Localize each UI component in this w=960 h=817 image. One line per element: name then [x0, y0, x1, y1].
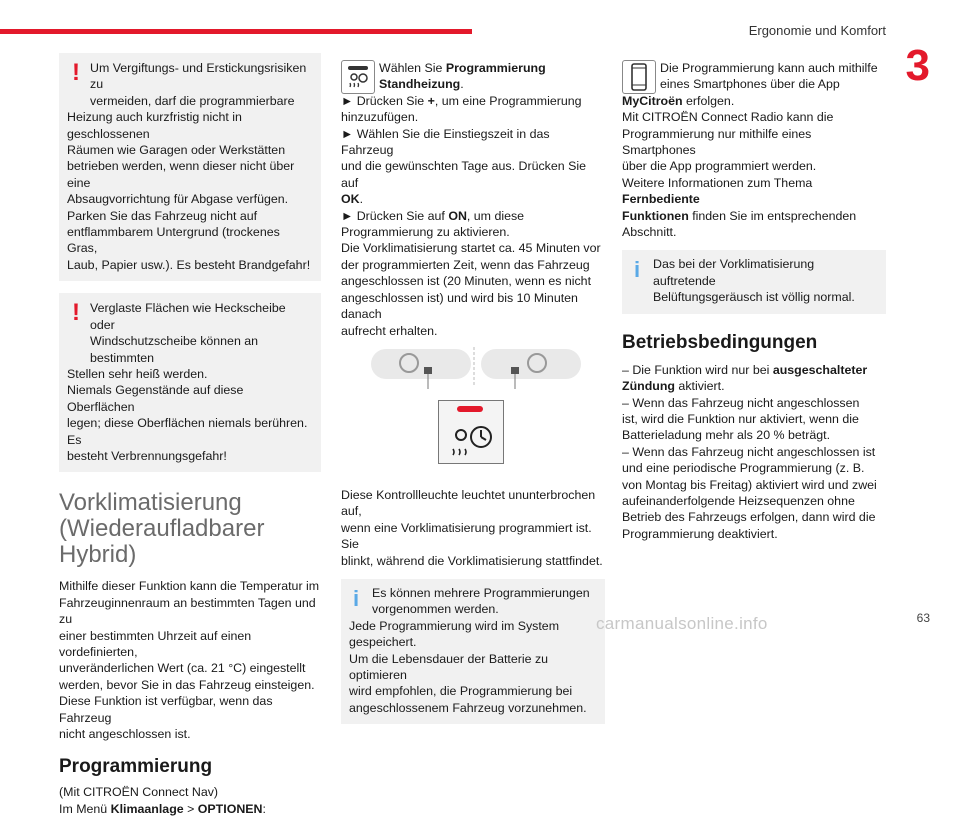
step-on — [341, 208, 605, 224]
intro-paragraph — [59, 578, 321, 742]
condition-periodic: Programmierung deaktiviert. — [622, 526, 778, 541]
on-key: ON — [448, 208, 467, 223]
note-line: wird empfohlen, die Programmierung bei — [349, 684, 573, 699]
warning-line: Verglaste Flächen wie Heckscheibe oder — [90, 301, 286, 332]
more-info-2 — [622, 208, 886, 224]
step-ok — [341, 191, 605, 207]
warning-line: Um Vergiftungs- und Erstickungsrisiken zu — [90, 61, 307, 92]
intro-line: unveränderlichen Wert (ca. 21 °C) eingestellt — [59, 661, 306, 676]
note-line: Jede Programmierung wird im System — [349, 618, 560, 633]
start-info: angeschlossen ist (20 Minuten, wenn es nicht — [341, 274, 592, 289]
section-title-line-2: (Wiederaufladbarer Hybrid) — [59, 515, 265, 569]
menu-path-separator: > — [183, 801, 198, 816]
note-line: Belüftungsgeräusch ist völlig normal. — [653, 290, 855, 305]
intro-line: Mithilfe dieser Funktion kann die Temperatur im — [59, 579, 320, 594]
ignition-word: Zündung — [622, 379, 675, 394]
info-box-multiple-programs — [341, 579, 605, 724]
more-info-end: Abschnitt. — [622, 225, 677, 240]
condition-periodic: Betrieb des Fahrzeugs erfolgen, dann wird die — [622, 510, 876, 525]
app-line-text: erfolgen. — [682, 93, 735, 108]
warning-exclamation-icon: ! — [72, 299, 80, 327]
note-line: gespeichert. — [349, 635, 417, 650]
more-info — [622, 175, 886, 208]
warning-line: Stellen sehr heiß werden. — [67, 366, 208, 381]
smartphone-icon — [622, 60, 656, 94]
column-3 — [622, 60, 886, 542]
step-text: ► Drücken Sie auf — [341, 208, 449, 223]
warning-line: Windschutzscheibe können an bestimmten — [90, 334, 259, 365]
radio-line: Mit CITROËN Connect Radio kann die — [622, 110, 834, 125]
intro-line: werden, bevor Sie in das Fahrzeug einsteigen. — [59, 677, 315, 692]
warning-line: betrieben werden, wenn dieser nicht über eine — [67, 159, 295, 190]
column-1 — [59, 53, 321, 817]
menu-path-prefix: Im Menü — [59, 801, 111, 816]
programming-menu-path — [59, 801, 321, 817]
column-2 — [341, 60, 605, 724]
step-time-2: und die gewünschten Tage aus. Drücken Sie auf — [341, 159, 586, 190]
select-instruction-2 — [341, 76, 605, 92]
ignition-off: ausgeschalteter — [772, 362, 868, 377]
section-title — [59, 490, 321, 568]
info-box-noise — [622, 250, 886, 313]
warning-exclamation-icon: ! — [72, 59, 80, 86]
warning-box-hot-surfaces — [59, 293, 321, 472]
intro-line: Diese Funktion ist verfügbar, wenn das Fahrzeug — [59, 694, 273, 725]
condition-ignition — [622, 362, 886, 378]
menu-climate: Klimaanlage — [110, 801, 184, 816]
warning-line: besteht Verbrennungsgefahr! — [67, 448, 227, 463]
start-info: angeschlossen ist) und wird bis 10 Minuten danach — [341, 290, 578, 322]
topic-functions: Funktionen — [622, 208, 689, 223]
info-icon: i — [353, 585, 360, 611]
dashboard-illustration — [341, 347, 605, 487]
menu-path-suffix: : — [262, 801, 266, 816]
step-text: , um eine Programmierung — [434, 93, 582, 108]
condition-text: – Die Funktion wird nur bei — [622, 362, 773, 377]
page-number: 63 — [916, 611, 930, 625]
intro-line: nicht angeschlossen ist. — [59, 727, 191, 741]
condition-periodic: und eine periodische Programmierung (z. B. — [622, 461, 865, 476]
chapter-number: 3 — [905, 41, 930, 90]
step-text: ► Drücken Sie — [341, 93, 428, 108]
intro-line: einer bestimmten Uhrzeit auf einen vordefinierten, — [59, 628, 252, 659]
condition-ignition-2 — [622, 378, 886, 394]
condition-battery: ist, wird die Funktion nur aktiviert, wenn die — [622, 411, 859, 426]
radio-line: über die App programmiert werden. — [622, 159, 817, 174]
warning-line: Räumen wie Garagen oder Werkstätten — [67, 143, 286, 158]
condition-periodic: aufeinanderfolgende Heizsequenzen ohne — [622, 493, 855, 508]
app-name: MyCitroën — [622, 93, 683, 108]
menu-options: OPTIONEN — [197, 801, 263, 816]
watermark: carmanualsonline.info — [596, 614, 768, 633]
select-instruction — [341, 60, 605, 76]
intro-line: Fahrzeuginnenraum an bestimmten Tagen und zu — [59, 595, 316, 627]
note-line: angeschlossenem Fahrzeug vorzunehmen. — [349, 700, 587, 715]
app-line: Die Programmierung kann auch mithilfe — [660, 61, 878, 75]
header-accent-bar — [0, 29, 472, 34]
preconditioning-icon — [341, 60, 375, 94]
note-line: Das bei der Vorklimatisierung auftretende — [653, 257, 815, 288]
lamp-info: blinkt, während die Vorklimatisierung stattfindet. — [341, 553, 603, 568]
section-title-line-1: Vorklimatisierung — [59, 489, 242, 517]
step-add — [341, 93, 605, 109]
more-info-text: finden Sie im entsprechenden — [688, 208, 857, 223]
warning-line: entflammbarem Untergrund (trockenes Gras, — [67, 225, 280, 256]
ok-key: OK — [341, 192, 360, 207]
start-info: aufrecht erhalten. — [341, 323, 438, 338]
step-time: ► Wählen Sie die Einstiegszeit in das Fahrzeug — [341, 126, 550, 158]
topic-remote: Fernbediente — [622, 192, 700, 207]
condition-periodic: von Montag bis Freitag) aktiviert wird und zwei — [622, 477, 877, 492]
warning-line: Laub, Papier usw.). Es besteht Brandgefahr! — [67, 257, 311, 272]
step-add-2: hinzuzufügen. — [341, 110, 419, 125]
condition-battery: – Wenn das Fahrzeug nicht angeschlossen — [622, 395, 860, 410]
radio-line: Programmierung nur mithilfe eines Smartphones — [622, 126, 812, 158]
menu-programming: Programmierung — [445, 61, 546, 75]
menu-parking-heater: Standheizung — [379, 77, 461, 92]
start-info: Die Vorklimatisierung startet ca. 45 Minuten vor — [341, 241, 601, 256]
step-text: , um diese — [466, 208, 525, 223]
warning-line: vermeiden, darf die programmierbare — [90, 93, 295, 108]
lamp-info: wenn eine Vorklimatisierung programmiert ist. Sie — [341, 520, 592, 552]
climate-timer-lamp-icon — [438, 400, 504, 464]
more-info-text: Weitere Informationen zum Thema — [622, 175, 813, 190]
chapter-title: Ergonomie und Komfort — [748, 23, 886, 38]
step-text: . — [359, 192, 364, 207]
warning-line: Niemals Gegenstände auf diese Oberflächen — [67, 383, 244, 414]
lamp-info: Diese Kontrollleuchte leuchtet ununterbrochen auf, — [341, 487, 596, 519]
condition-text: aktiviert. — [674, 379, 725, 394]
programming-heading: Programmierung — [59, 756, 213, 778]
instruction-text: . — [460, 77, 464, 92]
app-line — [622, 93, 886, 109]
note-line: vorgenommen werden. — [372, 602, 499, 617]
plus-key: + — [427, 93, 435, 108]
programming-note: (Mit CITROËN Connect Nav) — [59, 785, 219, 800]
warning-line: Heizung auch kurzfristig nicht in geschlossenen — [67, 110, 242, 141]
note-line: Es können mehrere Programmierungen — [372, 585, 590, 600]
warning-line: legen; diese Oberflächen niemals berühren. Es — [67, 416, 308, 447]
start-info: der programmierten Zeit, wenn das Fahrzeug — [341, 257, 590, 272]
instruction-text: Wählen Sie — [379, 61, 446, 75]
note-line: Um die Lebensdauer der Batterie zu optimieren — [349, 651, 549, 682]
step-on-2: Programmierung zu aktivieren. — [341, 225, 510, 240]
condition-battery: Batterieladung mehr als 20 % beträgt. — [622, 428, 831, 443]
condition-periodic: – Wenn das Fahrzeug nicht angeschlossen ist — [622, 444, 876, 459]
warning-line: Parken Sie das Fahrzeug nicht auf — [67, 208, 258, 223]
operating-conditions-heading: Betriebsbedingungen — [622, 331, 818, 353]
app-line: eines Smartphones über die App — [660, 77, 840, 92]
warning-line: Absaugvorrichtung für Abgase verfügen. — [67, 192, 289, 207]
info-icon: i — [634, 257, 641, 283]
warning-box-poisoning — [59, 53, 321, 281]
